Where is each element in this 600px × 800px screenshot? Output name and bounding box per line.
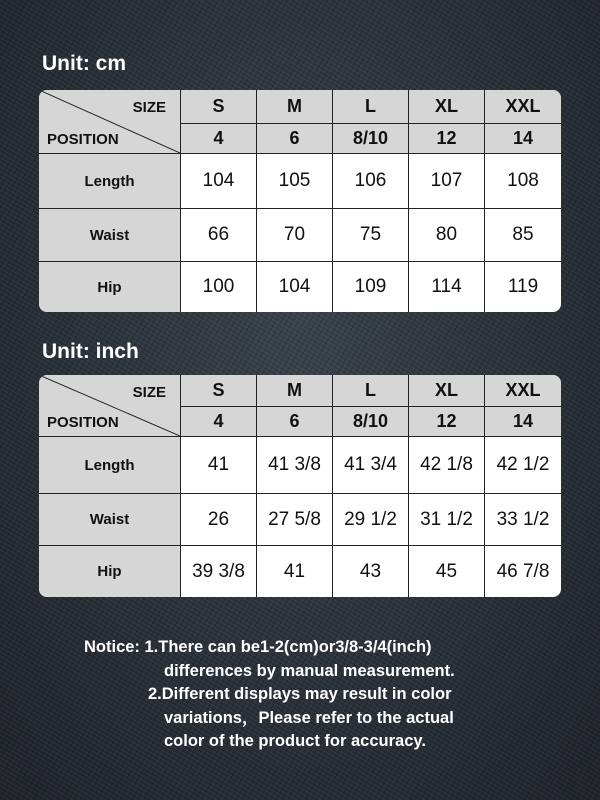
position-header-label: POSITION <box>47 131 119 148</box>
position-header-cell: 14 <box>485 407 561 437</box>
row-label: Waist <box>39 209 181 262</box>
value-cell: 80 <box>409 209 485 262</box>
size-header-cell: M <box>257 90 333 124</box>
value-cell: 105 <box>257 154 333 209</box>
value-cell: 66 <box>181 209 257 262</box>
value-cell: 75 <box>333 209 409 262</box>
size-header-cell: S <box>181 375 257 407</box>
value-cell: 119 <box>507 276 539 297</box>
notice-line: 2.Different displays may result in color <box>148 685 452 703</box>
value-cell: 41 <box>257 546 333 597</box>
position-header-cell: 4 <box>181 407 257 437</box>
table-row <box>39 154 561 209</box>
row-label: Hip <box>39 546 181 597</box>
table-row <box>39 494 561 546</box>
unit-cm-title: Unit: cm <box>42 52 126 75</box>
value-cell: 45 <box>409 546 485 597</box>
size-header-cell: XXL <box>485 90 561 124</box>
table-row <box>39 437 561 494</box>
notice-line: color of the product for accuracy. <box>164 732 426 750</box>
value-cell: 114 <box>409 262 485 312</box>
position-header-cell: 12 <box>409 124 485 154</box>
value-cell: 41 3/4 <box>333 437 409 494</box>
value-cell: 31 1/2 <box>409 494 485 546</box>
size-header-label: SIZE <box>132 99 166 116</box>
row-label: Length <box>39 154 181 209</box>
row-label: Hip <box>39 262 181 312</box>
size-header-cell: L <box>333 375 409 407</box>
table-row <box>39 546 561 597</box>
size-table-inch <box>39 375 561 597</box>
notice-line: variations，Please refer to the actual <box>164 708 454 727</box>
value-cell: 108 <box>485 154 561 209</box>
position-header-label: POSITION <box>47 414 119 431</box>
value-cell: 100 <box>181 262 257 312</box>
size-header-cell: XL <box>409 90 485 124</box>
header-corner-cell <box>39 375 181 437</box>
value-cell: 39 3/8 <box>181 546 257 597</box>
size-header-label: SIZE <box>132 384 166 401</box>
row-label: Waist <box>39 494 181 546</box>
value-cell: 33 1/2 <box>485 494 561 546</box>
size-header-cell: S <box>181 90 257 124</box>
notice-line: differences by manual measurement. <box>164 661 455 680</box>
value-cell: 107 <box>409 154 485 209</box>
size-table-cm <box>39 90 561 312</box>
row-label: Length <box>39 437 181 494</box>
table-row <box>39 262 561 312</box>
value-cell: 26 <box>181 494 257 546</box>
value-cell: 29 1/2 <box>333 494 409 546</box>
value-cell: 109 <box>333 262 409 312</box>
size-header-cell: XL <box>409 375 485 407</box>
value-cell: 70 <box>257 209 333 262</box>
value-cell: 41 3/8 <box>257 437 333 494</box>
position-header-cell: 14 <box>485 124 561 154</box>
position-header-cell: 6 <box>257 124 333 154</box>
value-cell: 42 1/8 <box>409 437 485 494</box>
header-corner-cell <box>39 90 181 154</box>
position-header-cell: 4 <box>181 124 257 154</box>
position-header-cell: 12 <box>409 407 485 437</box>
size-header-cell: M <box>257 375 333 407</box>
value-cell: 42 1/2 <box>485 437 561 494</box>
size-header-cell: L <box>333 90 409 124</box>
position-header-cell: 8/10 <box>333 124 409 154</box>
value-cell: 104 <box>181 154 257 209</box>
unit-inch-title: Unit: inch <box>42 340 139 363</box>
value-cell: 104 <box>257 262 333 312</box>
value-cell: 27 5/8 <box>257 494 333 546</box>
size-header-cell: XXL <box>485 375 561 407</box>
notice-text <box>84 636 584 754</box>
position-header-cell: 8/10 <box>333 407 409 437</box>
value-cell: 46 7/8 <box>496 560 550 582</box>
position-header-cell: 6 <box>257 407 333 437</box>
value-cell: 85 <box>485 209 561 262</box>
table-row <box>39 209 561 262</box>
value-cell: 43 <box>333 546 409 597</box>
value-cell: 106 <box>333 154 409 209</box>
notice-line: Notice: 1.There can be1-2(cm)or3/8-3/4(inch) <box>84 638 432 656</box>
value-cell: 41 <box>181 437 257 494</box>
